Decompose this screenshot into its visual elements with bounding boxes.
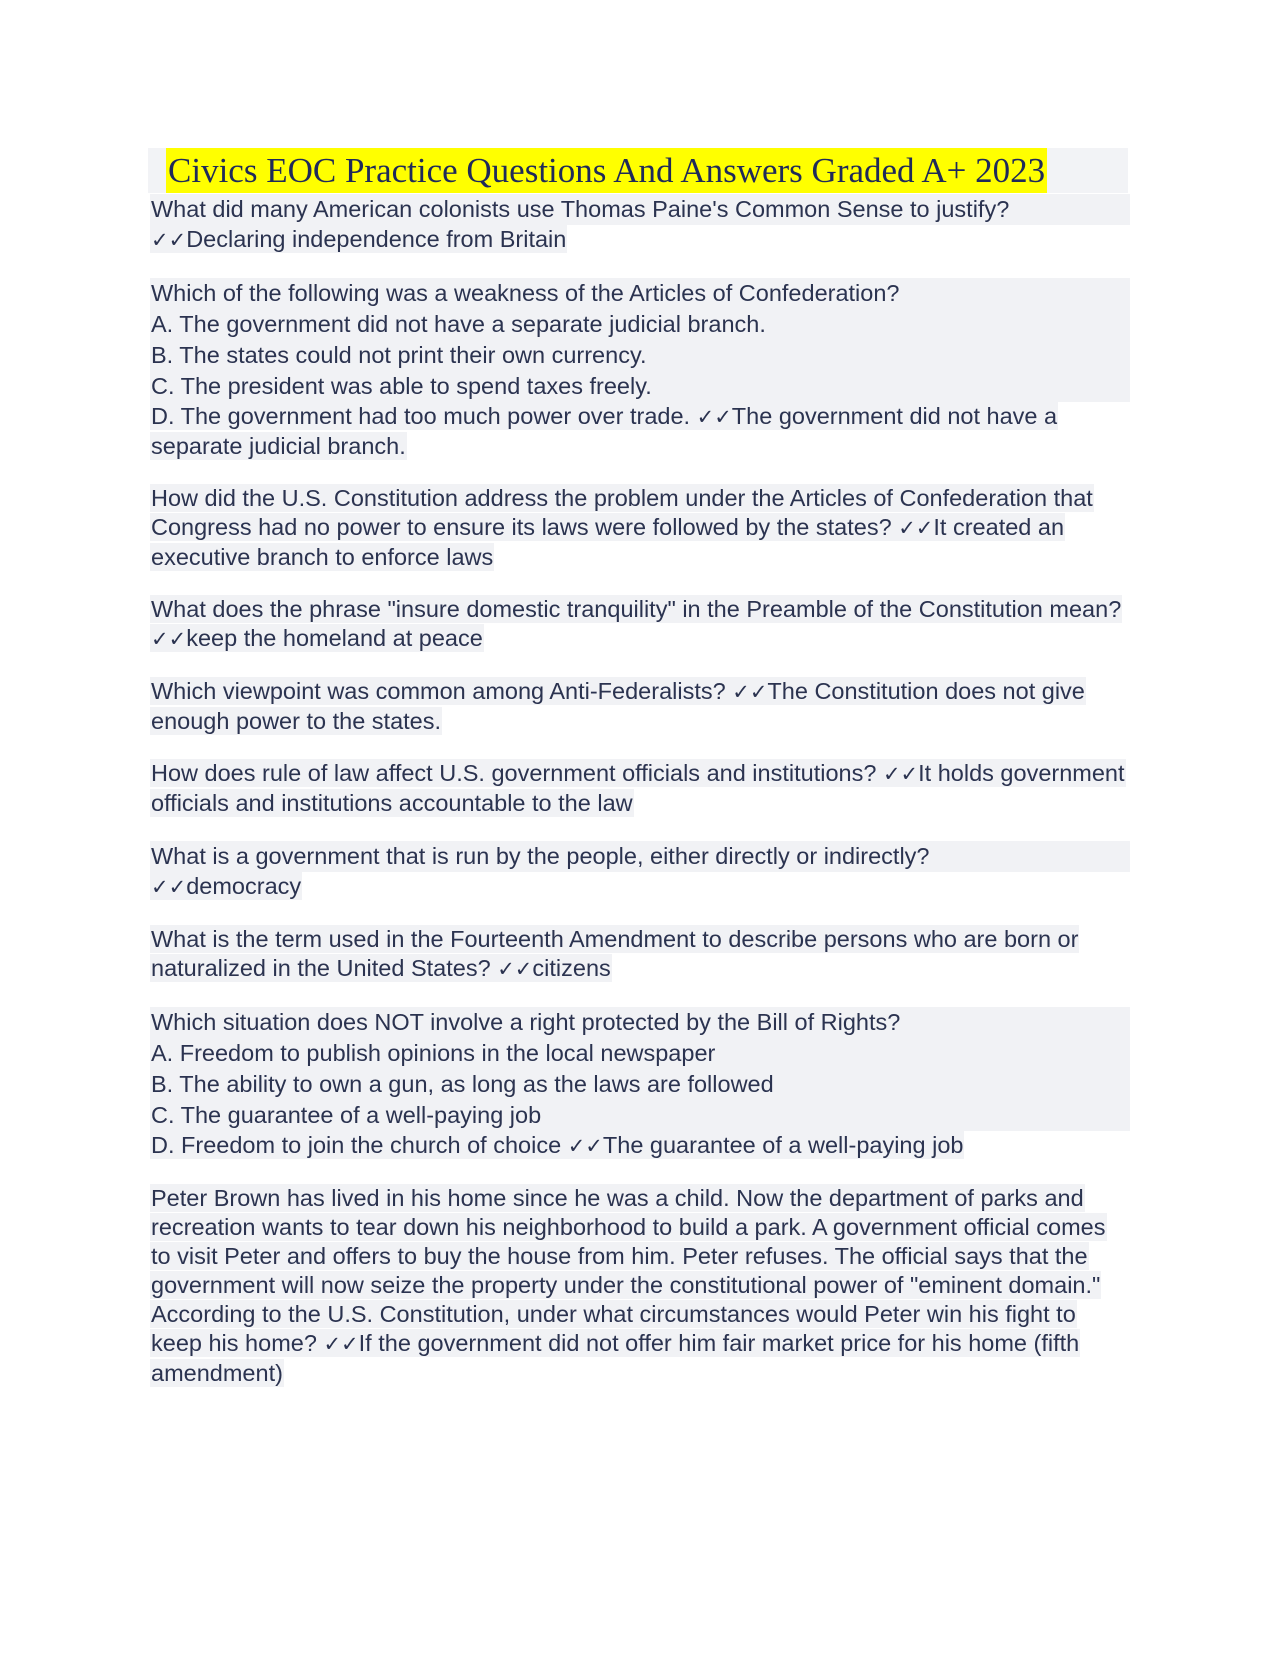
question-text: Which of the following was a weakness of the Articles of Confederation?	[150, 278, 1130, 309]
answer-option: C. The president was able to spend taxes freely.	[150, 371, 1130, 402]
double-check-icon: ✓✓	[732, 680, 768, 704]
question-text: What does the phrase "insure domestic tranquility" in the Preamble of the Constitution mean?	[151, 596, 1122, 622]
question-text: What did many American colonists use Thomas Paine's Common Sense to justify?	[150, 194, 1130, 225]
double-check-icon: ✓✓	[898, 516, 934, 540]
answer-text: Declaring independence from Britain	[186, 226, 567, 252]
answer-text: It created an executive branch to enforce laws	[151, 514, 1065, 570]
answer-text: It holds government officials and institutions accountable to the law	[151, 760, 1125, 816]
qa-item	[150, 595, 1130, 654]
answer-text: The government did not have a separate judicial branch.	[151, 403, 1058, 459]
qa-item	[150, 677, 1130, 736]
answer-option: D. The government had too much power over trade.	[151, 403, 691, 429]
qa-item	[150, 759, 1130, 818]
answer-line	[150, 677, 1086, 735]
qa-list	[150, 194, 1130, 1411]
qa-item	[150, 1007, 1130, 1161]
qa-item	[150, 194, 1130, 255]
page-title: Civics EOC Practice Questions And Answers Graded A+ 2023	[166, 148, 1047, 193]
answer-text: If the government did not offer him fair market price for his home (fifth amendment)	[151, 1330, 1080, 1386]
double-check-icon: ✓✓	[696, 405, 732, 429]
double-check-icon: ✓✓	[497, 957, 533, 981]
double-check-icon: ✓✓	[151, 627, 187, 651]
question-text: What is the term used in the Fourteenth Amendment to describe persons who are born or naturalized in the United States?	[151, 926, 1079, 981]
answer-text: The Constitution does not give enough power to the states.	[151, 678, 1085, 734]
answer-option: A. Freedom to publish opinions in the local newspaper	[150, 1038, 1130, 1069]
question-text: How does rule of law affect U.S. government officials and institutions?	[151, 760, 877, 786]
answer-line	[150, 484, 1094, 571]
answer-option: B. The ability to own a gun, as long as the laws are followed	[150, 1069, 1130, 1100]
double-check-icon: ✓✓	[151, 875, 187, 899]
qa-item	[150, 1184, 1130, 1388]
answer-line	[150, 872, 302, 900]
question-text: Which situation does NOT involve a right protected by the Bill of Rights?	[150, 1007, 1130, 1038]
double-check-icon: ✓✓	[567, 1134, 603, 1158]
question-text: What is a government that is run by the people, either directly or indirectly?	[150, 841, 1130, 872]
answer-option: A. The government did not have a separate judicial branch.	[150, 309, 1130, 340]
double-check-icon: ✓✓	[151, 228, 187, 252]
answer-option: C. The guarantee of a well-paying job	[150, 1100, 1130, 1131]
double-check-icon: ✓✓	[882, 762, 919, 786]
answer-text: citizens	[532, 955, 611, 981]
answer-line	[150, 925, 1079, 982]
question-text: Which viewpoint was common among Anti-Federalists?	[151, 678, 726, 704]
answer-text: The guarantee of a well-paying job	[602, 1132, 964, 1158]
answer-line	[150, 402, 1058, 460]
answer-line	[150, 595, 1122, 652]
answer-option: B. The states could not print their own currency.	[150, 340, 1130, 371]
qa-item	[150, 925, 1130, 984]
answer-line	[150, 225, 567, 253]
answer-line	[150, 1184, 1107, 1387]
answer-text: keep the homeland at peace	[186, 625, 483, 651]
qa-item	[150, 841, 1130, 902]
answer-option: D. Freedom to join the church of choice	[151, 1132, 562, 1158]
answer-text: democracy	[186, 873, 302, 899]
answer-line	[150, 759, 1126, 817]
answer-line	[150, 1131, 964, 1159]
qa-item	[150, 278, 1130, 461]
double-check-icon: ✓✓	[323, 1332, 359, 1356]
qa-item	[150, 484, 1130, 572]
question-text: Peter Brown has lived in his home since he was a child. Now the department of parks and recreation wants to tear down his neighborhood to build a park. A government official comes to visit Peter and offers to buy the house from him. Peter refuses. The official says that the government will now seize the property under the constitutional power of "eminent domain." According to the U.S. Constitution, under what circumstances would Peter win his fight to keep his home?	[151, 1185, 1106, 1356]
question-text: How did the U.S. Constitution address the problem under the Articles of Confederation that Congress had no power to ensure its laws were followed by the states?	[151, 485, 1093, 540]
